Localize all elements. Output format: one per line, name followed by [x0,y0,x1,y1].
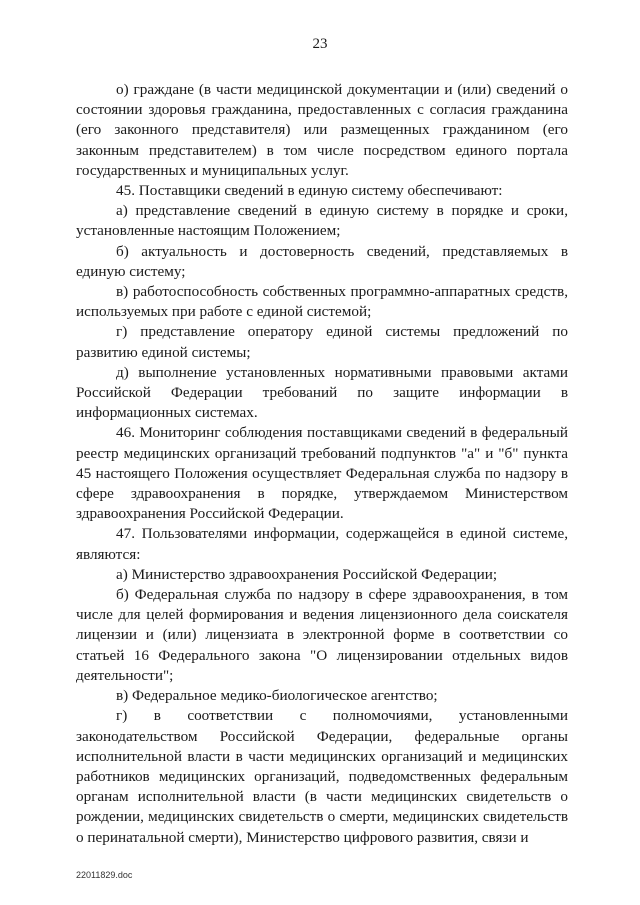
paragraph-47-header: 47. Пользователями информации, содержащейся в единой системе, являются: [76,525,568,563]
document-footer-filename: 22011829.doc [76,870,133,880]
paragraph-45-d: д) выполнение установленных нормативными правовыми актами Российской Федерации требований по защите информации в информационных системах. [76,363,568,422]
paragraph-o-citizens: о) граждане (в части медицинской документации и (или) сведений о состоянии здоровья гражданина, предоставленных с согласия гражданина (его законного представителя) или размещенных гражданином (его законным представителем) в том числе посредством единого портала государственных и муниципальных услуг. [76,81,568,179]
paragraph-46: 46. Мониторинг соблюдения поставщиками сведений в федеральный реестр медицинских организаций требований подпунктов "а" и "б" пункта 45 настоящего Положения осуществляет Федеральная служба по надзору в сфере здравоохранения в порядке, утверждаемом Министерством здравоохранения Российской Федерации. [76,424,568,523]
paragraph-45-header: 45. Поставщики сведений в единую систему обеспечивают: [116,182,503,200]
paragraph-45-a: а) представление сведений в единую систему в порядке и сроки, установленные настоящим Положением; [76,202,568,240]
page-number: 23 [312,36,328,52]
paragraph-47-v: в) Федеральное медико-биологическое агентство; [116,687,438,705]
paragraph-47-b: б) Федеральная служба по надзору в сфере здравоохранения, в том числе для целей формирования и ведения лицензионного дела соискателя лицензии и (или) лицензиата в электронной форме в соответствии со статьей 16 Федерального закона "О лицензировании отдельных видов деятельности"; [76,586,568,684]
document-body [76,80,568,848]
paragraph-45-v: в) работоспособность собственных программно-аппаратных средств, используемых при работе с единой системой; [76,283,568,321]
paragraph-47-a: а) Министерство здравоохранения Российской Федерации; [116,565,498,583]
paragraph-45-g: г) представление оператору единой системы предложений по развитию единой системы; [76,323,568,361]
paragraph-47-g: г) в соответствии с полномочиями, установленными законодательством Российской Федерации, федеральные органы исполнительной власти в части медицинских организаций и медицинских работников медицинских организаций, подведомственных федеральным органам исполнительной власти (в части медицинских свидетельств о рождении, медицинских свидетельств о смерти, медицинских свидетельств о перинатальной смерти), Министерство цифрового развития, связи и [76,707,568,846]
paragraph-45-b: б) актуальность и достоверность сведений, представляемых в единую систему; [76,242,568,280]
